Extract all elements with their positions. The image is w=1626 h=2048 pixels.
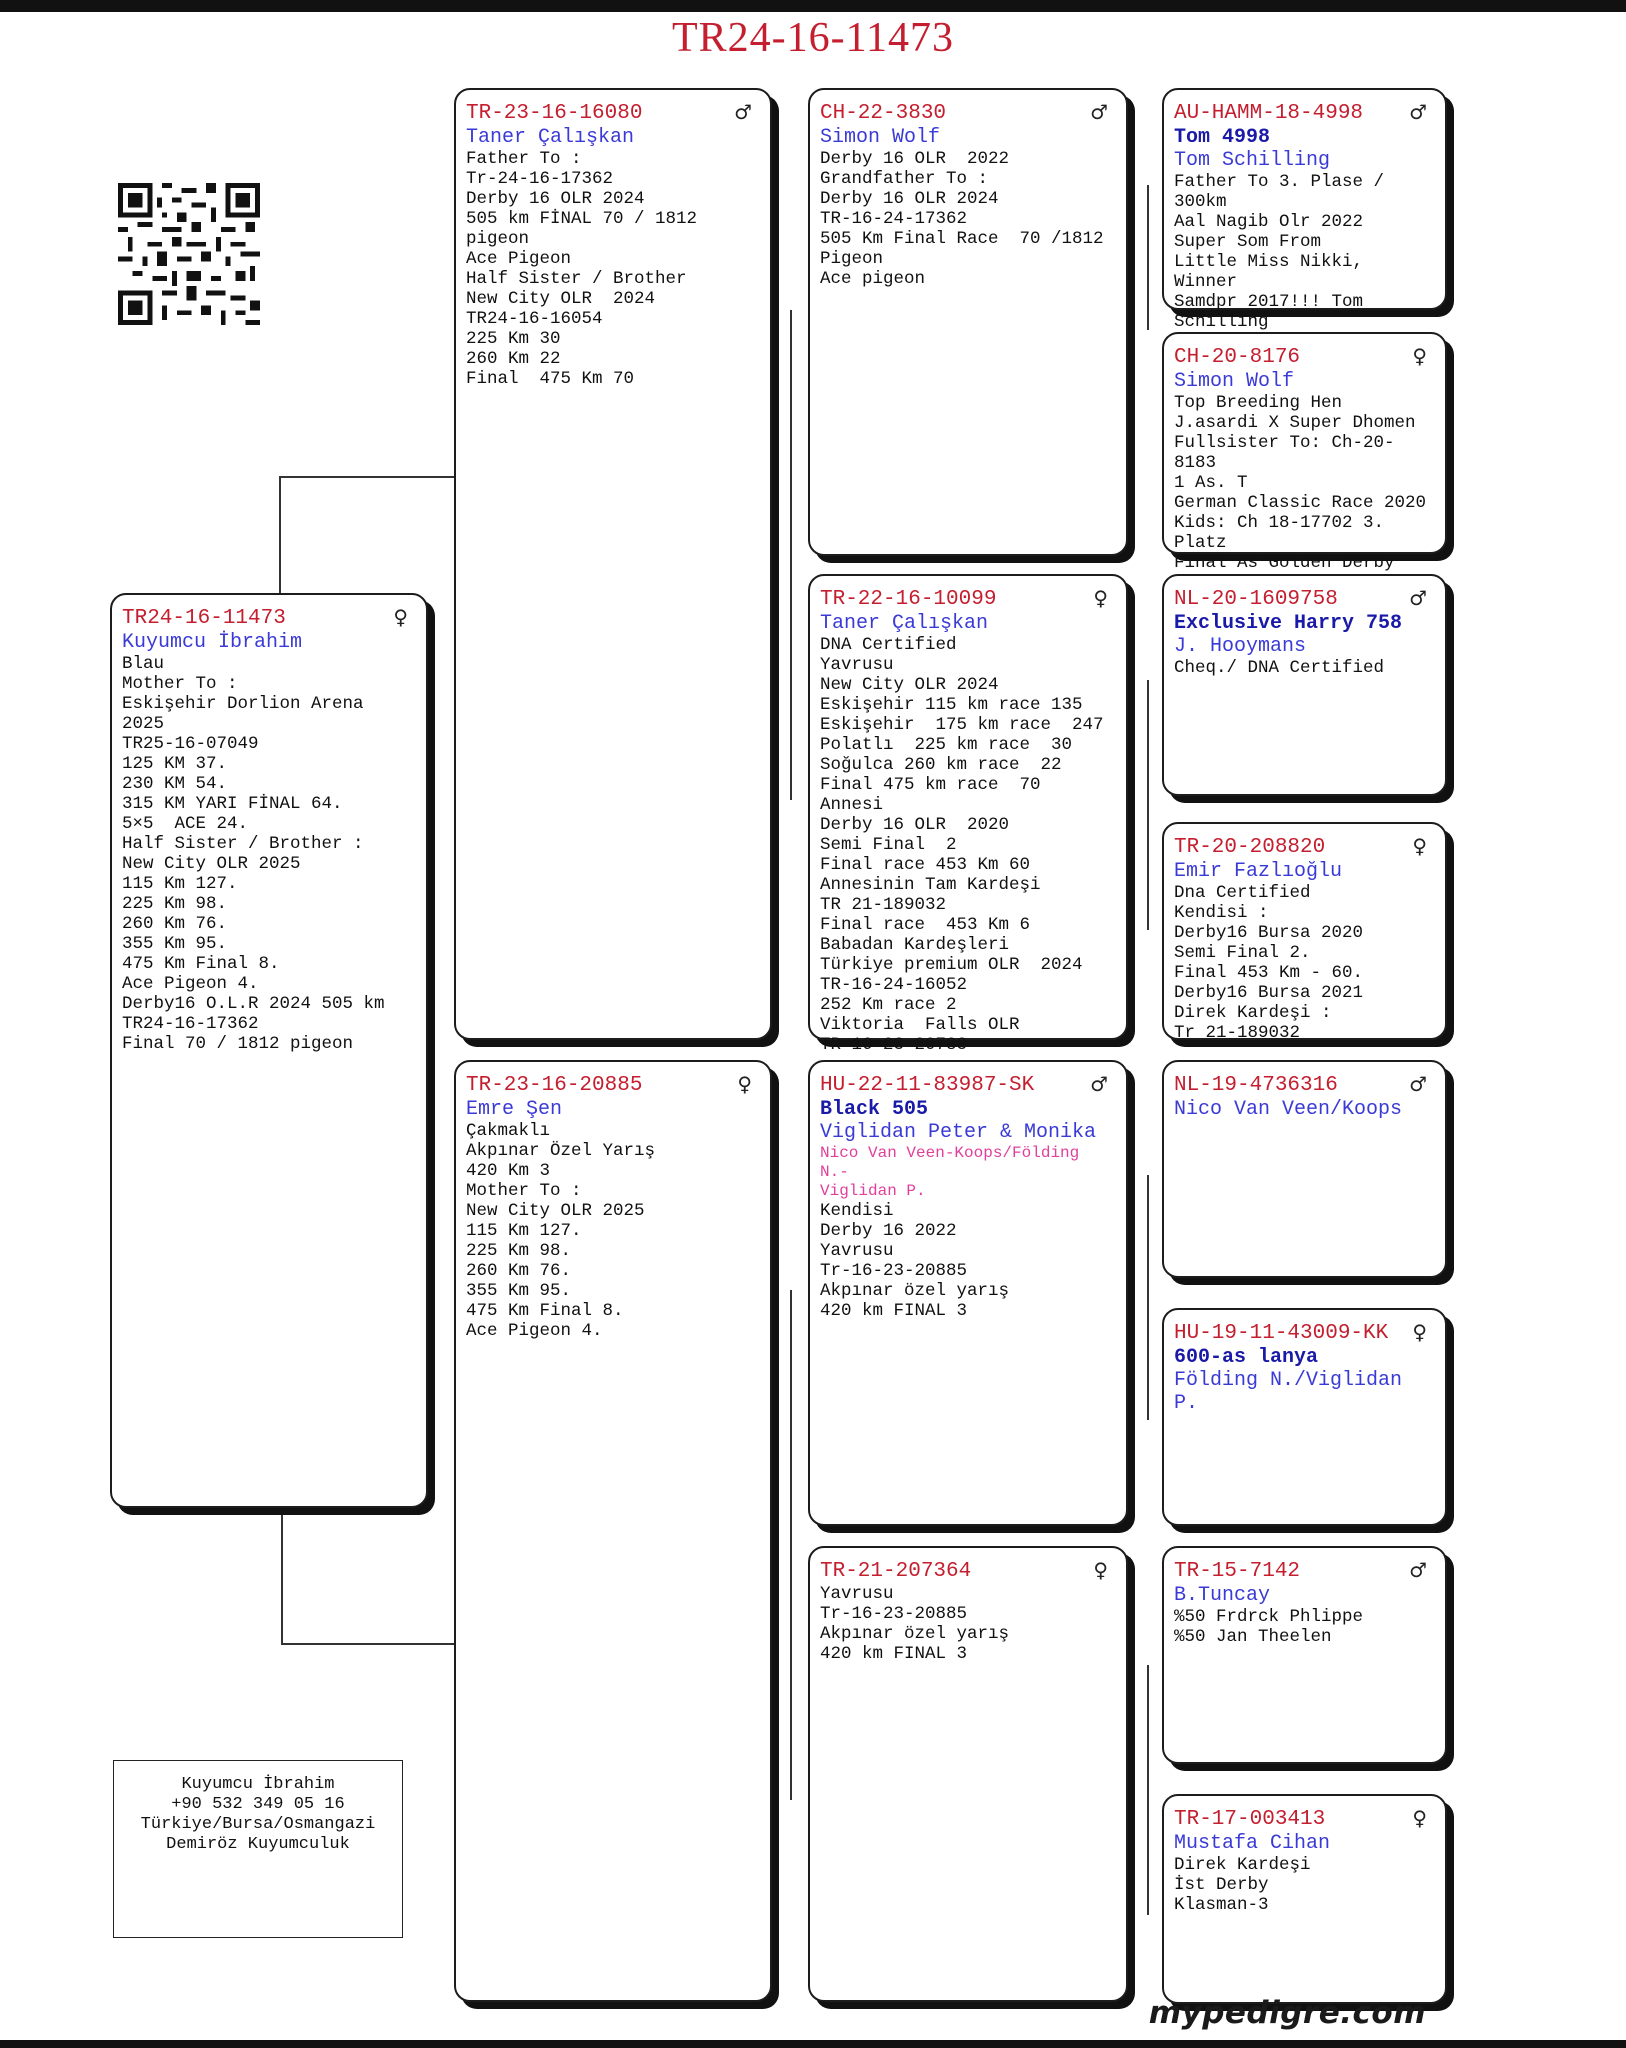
- male-icon: ♂: [1409, 1558, 1427, 1582]
- grandsire-paternal-card[interactable]: [808, 88, 1128, 556]
- page-title: TR24-16-11473: [671, 15, 955, 61]
- ring-number: TR-20-208820: [1174, 836, 1326, 859]
- card-notes: Derby 16 OLR 2022 Grandfather To : Derby 16 OLR 2024 TR-16-24-17362 505 Km Final Race 70 /1812 Pigeon Ace pigeon: [820, 149, 1104, 289]
- card-notes: Kendisi Derby 16 2022 Yavrusu Tr-16-23-20885 Akpınar özel yarış 420 km FINAL 3: [820, 1201, 1010, 1321]
- gen4-card-6[interactable]: [1162, 1308, 1447, 1526]
- female-icon: ♀: [737, 1072, 752, 1096]
- ring-number: TR-23-16-20885: [466, 1074, 643, 1097]
- ring-number: TR24-16-11473: [122, 607, 286, 630]
- ring-number: TR-23-16-16080: [466, 102, 643, 125]
- owner-name: Tom Schilling: [1174, 149, 1331, 172]
- male-icon: ♂: [734, 100, 752, 124]
- male-icon: ♂: [1090, 100, 1108, 124]
- connector-line: [281, 1643, 457, 1645]
- subject-card[interactable]: [110, 593, 428, 1508]
- ring-number: NL-19-4736316: [1174, 1074, 1338, 1097]
- card-notes: Cheq./ DNA Certified: [1174, 658, 1385, 678]
- female-icon: ♀: [1093, 1558, 1108, 1582]
- contact-box: [113, 1760, 403, 1938]
- card-notes: Yavrusu Tr-16-23-20885 Akpınar özel yarış 420 km FINAL 3: [820, 1584, 1010, 1664]
- female-icon: ♀: [1093, 586, 1108, 610]
- female-icon: ♀: [393, 605, 408, 629]
- gen4-card-1[interactable]: [1162, 88, 1447, 332]
- owner-name: Emre Şen: [466, 1098, 563, 1121]
- owner-name: Viglidan Peter & Monika: [820, 1121, 1097, 1144]
- owner-name: Taner Çalışkan: [466, 126, 635, 149]
- connector-line: [1147, 1665, 1149, 1915]
- gen4-card-4[interactable]: [1162, 822, 1447, 1043]
- dam-card[interactable]: [454, 1060, 772, 2002]
- gen4-card-3[interactable]: [1162, 574, 1447, 796]
- grandsire-maternal-card[interactable]: [808, 1060, 1128, 1526]
- owner-name: Földing N./Viglidan P.: [1174, 1369, 1403, 1415]
- contact-phone[interactable]: +90 532 349 05 16: [171, 1795, 345, 1814]
- owner-name: Taner Çalışkan: [820, 612, 989, 635]
- male-icon: ♂: [1409, 100, 1427, 124]
- owner-name: Kuyumcu İbrahim: [122, 631, 303, 654]
- brand-logo[interactable]: mypedigre.com: [1148, 1995, 1426, 2031]
- ring-number: AU-HAMM-18-4998: [1174, 102, 1364, 125]
- ring-number: TR-15-7142: [1174, 1560, 1301, 1583]
- owner-name: Nico Van Veen/Koops: [1174, 1098, 1403, 1121]
- male-icon: ♂: [1090, 1072, 1108, 1096]
- male-icon: ♂: [1409, 1072, 1427, 1096]
- contact-location: Türkiye/Bursa/Osmangazi: [140, 1815, 376, 1834]
- owner-name: Simon Wolf: [1174, 370, 1295, 393]
- card-notes: Dna Certified Kendisi : Derby16 Bursa 2020 Semi Final 2. Final 453 Km - 60. Derby16 Bursa 2021 Direk Kardeşi : Tr 21-189032: [1174, 883, 1364, 1043]
- connector-line: [279, 476, 457, 478]
- card-notes: DNA Certified Yavrusu New City OLR 2024 Eskişehir 115 km race 135 Eskişehir 175 km race 247 Polatlı 225 km race 30 Soğulca 260 km race 22 Final 475 km race 70 Annesi Derby 16 OLR 2020 Semi Final 2 Final race 453 Km 60 Annesinin Tam Kardeşi TR 21-189032 Final race 453 Km 6 Babadan Kardeşleri Türkiye premium OLR 2024 TR-16-24-16052 252 Km race 2 Viktoria Falls OLR TR-16-23-20783: [820, 635, 1104, 1055]
- owner-name: J. Hooymans: [1174, 635, 1307, 658]
- card-notes: Top Breeding Hen J.asardi X Super Dhomen Fullsister To: Ch-20-8183 1 As. T German Classic Race 2020 Kids: Ch 18-17702 3. Platz Final As Golden Derby: [1174, 393, 1427, 573]
- card-notes: %50 Frdrck Phlippe %50 Jan Theelen: [1174, 1607, 1364, 1647]
- ring-number: TR-22-16-10099: [820, 588, 997, 611]
- granddam-paternal-card[interactable]: [808, 574, 1128, 1055]
- gen4-card-8[interactable]: [1162, 1794, 1447, 2004]
- female-icon: ♀: [1412, 1806, 1427, 1830]
- ring-number: TR-17-003413: [1174, 1808, 1326, 1831]
- pigeon-name: Exclusive Harry 758: [1174, 612, 1403, 635]
- ring-number: TR-21-207364: [820, 1560, 972, 1583]
- ring-number: NL-20-1609758: [1174, 588, 1338, 611]
- contact-name: Kuyumcu İbrahim: [181, 1775, 335, 1794]
- owner-name: Mustafa Cihan: [1174, 1832, 1331, 1855]
- gen4-card-5[interactable]: [1162, 1060, 1447, 1278]
- male-icon: ♂: [1409, 586, 1427, 610]
- card-notes: Blau Mother To : Eskişehir Dorlion Arena 2025 TR25-16-07049 125 KM 37. 230 KM 54. 315 KM YARI FİNAL 64. 5×5 ACE 24. Half Sister / Brother : New City OLR 2025 115 Km 127. 225 Km 98. 260 Km 76. 355 Km 95. 475 Km Final 8. Ace Pigeon 4. Derby16 O.L.R 2024 505 km TR24-16-17362 Final 70 / 1812 pigeon: [122, 654, 385, 1054]
- ring-number: HU-19-11-43009-KK: [1174, 1322, 1389, 1345]
- connector-line: [281, 1510, 283, 1645]
- female-icon: ♀: [1412, 344, 1427, 368]
- owner-name: B.Tuncay: [1174, 1584, 1271, 1607]
- female-icon: ♀: [1412, 1320, 1427, 1344]
- connector-line: [790, 310, 792, 800]
- card-notes: Direk Kardeşi İst Derby Klasman-3: [1174, 1855, 1311, 1915]
- card-notes: Father To : Tr-24-16-17362 Derby 16 OLR 2024 505 km FİNAL 70 / 1812 pigeon Ace Pigeon Half Sister / Brother New City OLR 2024 TR24-16-16054 225 Km 30 260 Km 22 Final 475 Km 70: [466, 149, 698, 389]
- connector-line: [279, 476, 281, 594]
- owner-name: Simon Wolf: [820, 126, 941, 149]
- breeder-note: Nico Van Veen-Koops/Földing N.- Viglidan P.: [820, 1144, 1080, 1200]
- top-bar: [0, 0, 1626, 12]
- connector-line: [1147, 680, 1149, 930]
- sire-card[interactable]: [454, 88, 772, 1040]
- card-notes: Çakmaklı Akpınar Özel Yarış 420 Km 3 Mother To : New City OLR 2025 115 Km 127. 225 Km 98. 260 Km 76. 355 Km 95. 475 Km Final 8. Ace Pigeon 4.: [466, 1121, 656, 1341]
- connector-line: [1147, 185, 1149, 330]
- card-notes: Father To 3. Plase / 300km Aal Nagib Olr 2022 Super Som From Little Miss Nikki, Winner Samdpr 2017!!! Tom Schilling: [1174, 172, 1385, 332]
- connector-line: [1147, 1175, 1149, 1420]
- pigeon-name: Black 505: [820, 1098, 929, 1121]
- gen4-card-2[interactable]: [1162, 332, 1447, 573]
- connector-line: [790, 1290, 792, 1800]
- owner-name: Emir Fazlıoğlu: [1174, 860, 1343, 883]
- female-icon: ♀: [1412, 834, 1427, 858]
- gen4-card-7[interactable]: [1162, 1546, 1447, 1764]
- contact-business: Demiröz Kuyumculuk: [166, 1835, 350, 1854]
- ring-number: CH-20-8176: [1174, 346, 1301, 369]
- bottom-bar: [0, 2040, 1626, 2048]
- ring-number: CH-22-3830: [820, 102, 947, 125]
- granddam-maternal-card[interactable]: [808, 1546, 1128, 2002]
- pigeon-name: Tom 4998: [1174, 126, 1271, 149]
- pigeon-name: 600-as lanya: [1174, 1346, 1319, 1369]
- qr-code: [118, 183, 260, 325]
- ring-number: HU-22-11-83987-SK: [820, 1074, 1035, 1097]
